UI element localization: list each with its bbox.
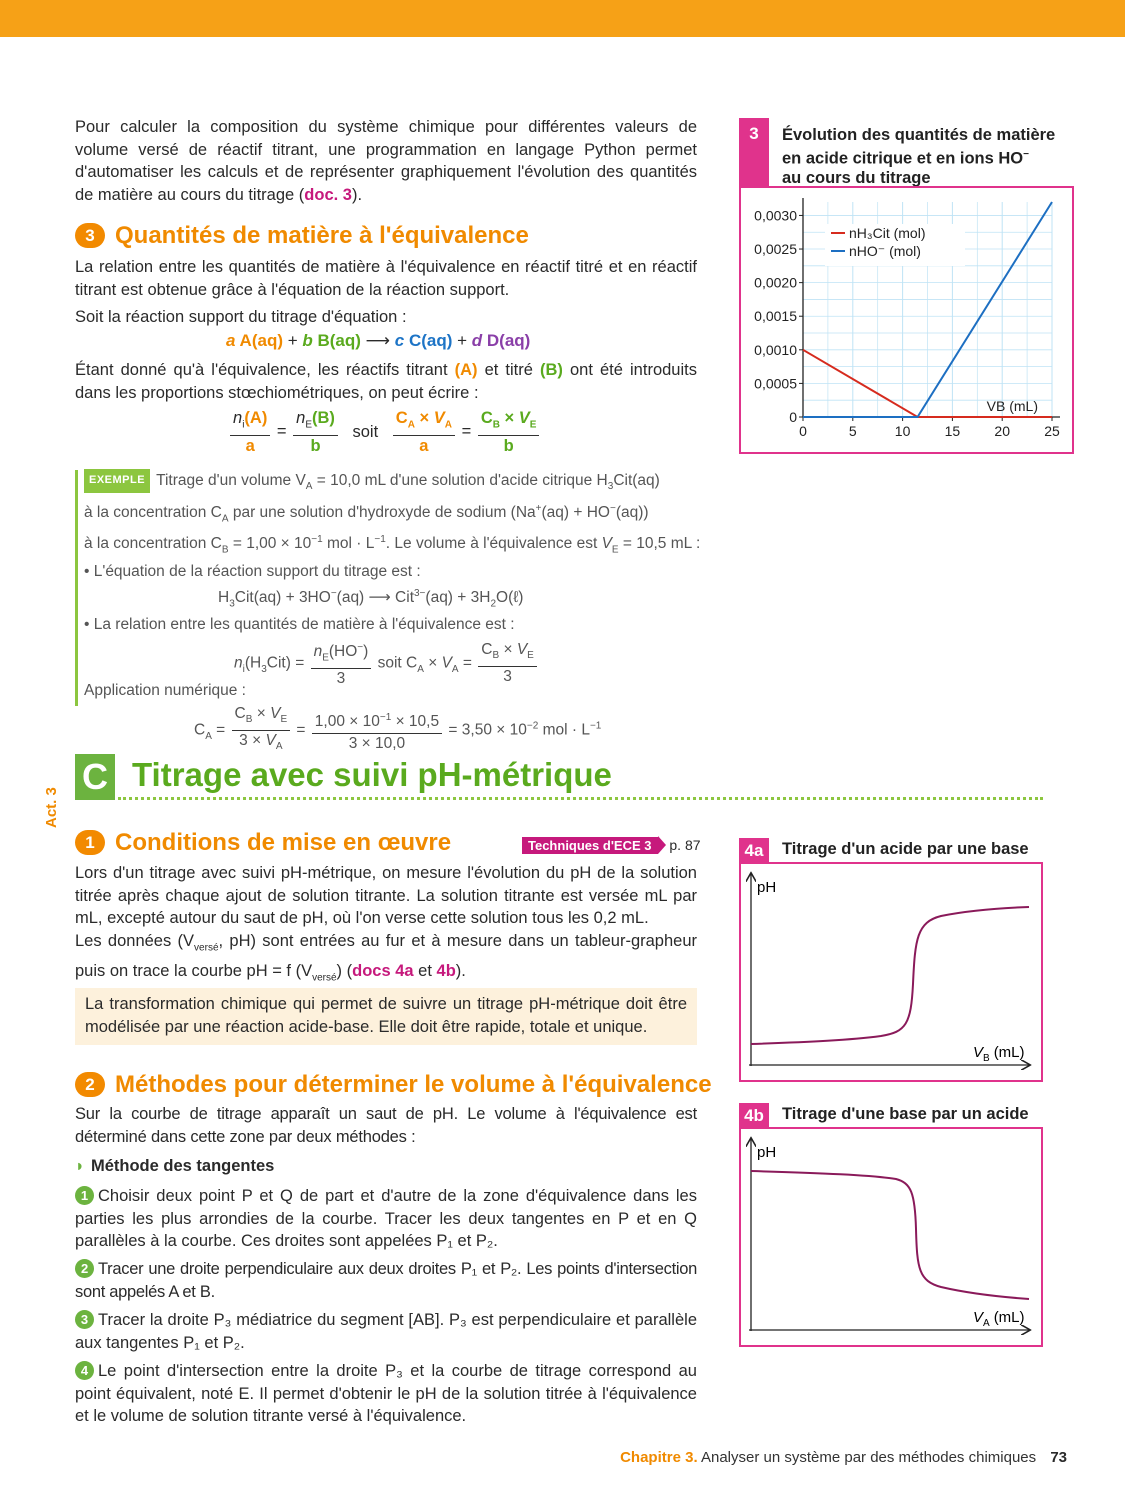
doc4a-chart-frame: [739, 862, 1043, 1082]
step-4-badge: 4: [75, 1361, 94, 1380]
x-tick-label: 0: [799, 423, 807, 439]
y-tick-label: 0,0015: [754, 308, 797, 325]
y-tick-label: 0,0025: [754, 241, 797, 258]
s3-paragraph-1: La relation entre les quantités de matière à l'équivalence en réactif titré et en réactif titrant est obtenue grâce à l'équation de la réaction support.: [75, 258, 697, 299]
y-axis-label: pH: [757, 879, 777, 896]
techniques-ece-link[interactable]: Techniques d'ECE 3: [522, 837, 658, 854]
y-tick-label: 0,0010: [754, 341, 797, 358]
doc3-chart-frame: [739, 186, 1074, 454]
y-axis-label: pH: [757, 1144, 777, 1161]
top-banner: [0, 0, 1125, 37]
x-tick-label: 25: [1044, 423, 1060, 439]
x-axis-label: VB (mL): [986, 398, 1038, 414]
base-by-acid-curve: [741, 1129, 1041, 1345]
x-tick-label: 10: [894, 423, 911, 439]
section-number-badge: 2: [75, 1072, 105, 1097]
doc3-title: Évolution des quantités de matière en acide citrique et en ions HO− au cours du titrage: [782, 126, 1056, 187]
section-1-heading: 1 Conditions de mise en œuvre: [75, 829, 451, 857]
titration-curve: [751, 907, 1029, 1044]
s3-paragraph-2: Soit la réaction support du titrage d'équation :: [75, 308, 407, 326]
doc3-ref-link[interactable]: doc. 3: [304, 185, 352, 204]
exemple-bar: [75, 470, 78, 706]
equivalence-relation: $\frac{n_i(A)}{a}$ = $\frac{n_E(B)}{b}$ soit $\frac{C_A \times V_A}{a}$ = $\frac{C_B \times V_E}{b}$: [228, 408, 541, 456]
section-number-badge: 3: [75, 223, 105, 248]
y-tick-label: 0,0020: [754, 274, 797, 291]
techniques-page: p. 87: [669, 837, 701, 853]
section-2-heading: 2 Méthodes pour déterminer le volume à l'équivalence: [75, 1071, 712, 1099]
doc4a-tag: 4a: [739, 838, 769, 864]
y-tick-label: 0: [789, 409, 797, 425]
exemple-label: EXEMPLE: [84, 469, 150, 493]
x-tick-label: 20: [994, 423, 1010, 439]
step-2: 2 Tracer une droite perpendiculaire aux deux droites P₁ et P₂. Les points d'intersection sont appelés A et B.: [75, 1260, 697, 1301]
page-footer: Chapitre 3. Analyser un système par des méthodes chimiques 73: [620, 1449, 1067, 1466]
step-4: 4 Le point d'intersection entre la droite P₃ et la courbe de titrage correspond au point équivalent, noté E. Il permet d'obtenir le pH de la solution titrée à l'équivalence et le volume de solution titrante versé à l'équivalence.: [75, 1362, 697, 1425]
titration-curve: [751, 1171, 1029, 1299]
docs-4b-link[interactable]: 4b: [436, 961, 456, 980]
s1-paragraph-2: Les données ($V_{versé}$, pH) sont entrées au fur et à mesure dans un tableur-grapheur puis on trace la courbe pH = f $(V_{versé})$ (docs 4a et 4b).: [75, 932, 697, 984]
y-tick-label: 0,0005: [754, 375, 797, 392]
x-axis-label: $V_A$ (mL): [973, 1309, 1025, 1329]
key-callout: [75, 988, 697, 1045]
legend-entry: nH₃Cit (mol): [849, 225, 926, 241]
x-tick-label: 15: [944, 423, 961, 439]
docs-4a-link[interactable]: docs 4a: [352, 961, 414, 980]
acid-by-base-curve: [741, 864, 1041, 1080]
doc3-tag: 3: [739, 118, 769, 188]
callout-text: La transformation chimique qui permet de suivre un titrage pH-métrique doit être modélisée par une réaction acide-base. Elle doit être rapide, totale et unique.: [85, 995, 687, 1036]
s2-paragraph-1: Sur la courbe de titrage apparaît un saut de pH. Le volume à l'équivalence est déterminé dans cette zone par deux méthodes :: [75, 1105, 697, 1146]
s1-paragraph-1: Lors d'un titrage avec suivi pH-métrique, on mesure l'évolution du pH de la solution titrée après chaque ajout de solution titrante. La solution titrante est versée mL par mL, excepté autour du saut de pH, où l'on verse cette solution tous les 0,2 mL.: [75, 864, 697, 927]
step-1-badge: 1: [75, 1186, 94, 1205]
act-label: [36, 780, 66, 830]
page-number: 73: [1050, 1449, 1067, 1466]
x-tick-label: 5: [848, 423, 857, 439]
techniques-ref: [522, 836, 701, 854]
section-c-divider: [118, 797, 1043, 800]
step-3: 3 Tracer la droite P₃ médiatrice du segment [AB]. P₃ est perpendiculaire et parallèle aux tangentes P₁ et P₂.: [75, 1311, 697, 1352]
doc4a-title: Titrage d'un acide par une base: [782, 840, 1029, 858]
reaction-equation: a A(aq) + b B(aq) ⟶ c C(aq) + d D(aq): [226, 331, 531, 350]
section-c-title: Titrage avec suivi pH-métrique: [132, 756, 612, 793]
exemple-block: EXEMPLE Titrage d'un volume $V_A = 10,0$ mL d'une solution d'acide citrique $H_3Cit(aq)$ à la concentration $C_A$ par une solution d'hydroxyde de sodium (Na+(aq) + HO−(aq)) à la concentration $C_B = 1,00 \times 10^{-1}$ mol · $L^{-1}$. Le volume à l'équivalence est $V_E = 10,5$ mL : • L'équation de la réaction support du titrage est : $H_3Cit(aq) + 3HO^-(aq)$ ⟶ $Cit^{3-}(aq) + 3H_2O(\ell)$ • La relation entre les quantités de matière à l'équivalence est : $n_i(H_3Cit)$ = $\frac{n_E(HO^-)}{3}$ soit $C_A \times V_A$ = $\frac{C_B \times V_E}{3}$ Application numérique : $C_A$ = $\frac{C_B \times V_E}{3 \times V_A}$ = $\frac{1,00 \times 10^{-1} \times 10,5}{3 \times 10,0}$ = $3,50 \times 10^{-2}$ mol · $L^{-1}$: [84, 469, 704, 758]
step-1: 1 Choisir deux point P et Q de part et d'autre de la zone d'équivalence dans les parties les plus arrondies de la courbe. Tracer les deux tangentes en P et en Q parallèles à la courbe. Ces droites sont appelées P₁ et P₂.: [75, 1187, 697, 1250]
act-label-text: Act. 3: [43, 787, 60, 828]
doc4b-title: Titrage d'une base par un acide: [782, 1105, 1029, 1123]
step-2-badge: 2: [75, 1259, 94, 1278]
intro-paragraph: Pour calculer la composition du système chimique pour différentes valeurs de volume versé de réactif titrant, une programmation en langage Python permet d'automatiser les calculs et de représenter graphiquement l'évolution des quantités de matière au cours du titrage (doc. 3).: [75, 118, 697, 204]
y-tick-label: 0,0030: [754, 207, 797, 224]
doc4b-tag: 4b: [739, 1103, 769, 1129]
quantities-chart: [741, 188, 1072, 452]
method-heading: ◗ Méthode des tangentes: [75, 1157, 275, 1175]
section-c-letter: C: [75, 754, 115, 800]
section-number-badge: 1: [75, 830, 105, 855]
step-3-badge: 3: [75, 1310, 94, 1329]
doc4b-chart-frame: [739, 1127, 1043, 1347]
legend-entry: nHO⁻ (mol): [849, 243, 921, 259]
x-axis-label: $V_B$ (mL): [973, 1044, 1025, 1064]
s3-paragraph-3: Étant donné qu'à l'équivalence, les réactifs titrant (A) et titré (B) ont été introduits dans les proportions stœchiométriques, on peut écrire :: [75, 361, 697, 402]
section-3-heading: 3 Quantités de matière à l'équivalence: [75, 222, 529, 250]
